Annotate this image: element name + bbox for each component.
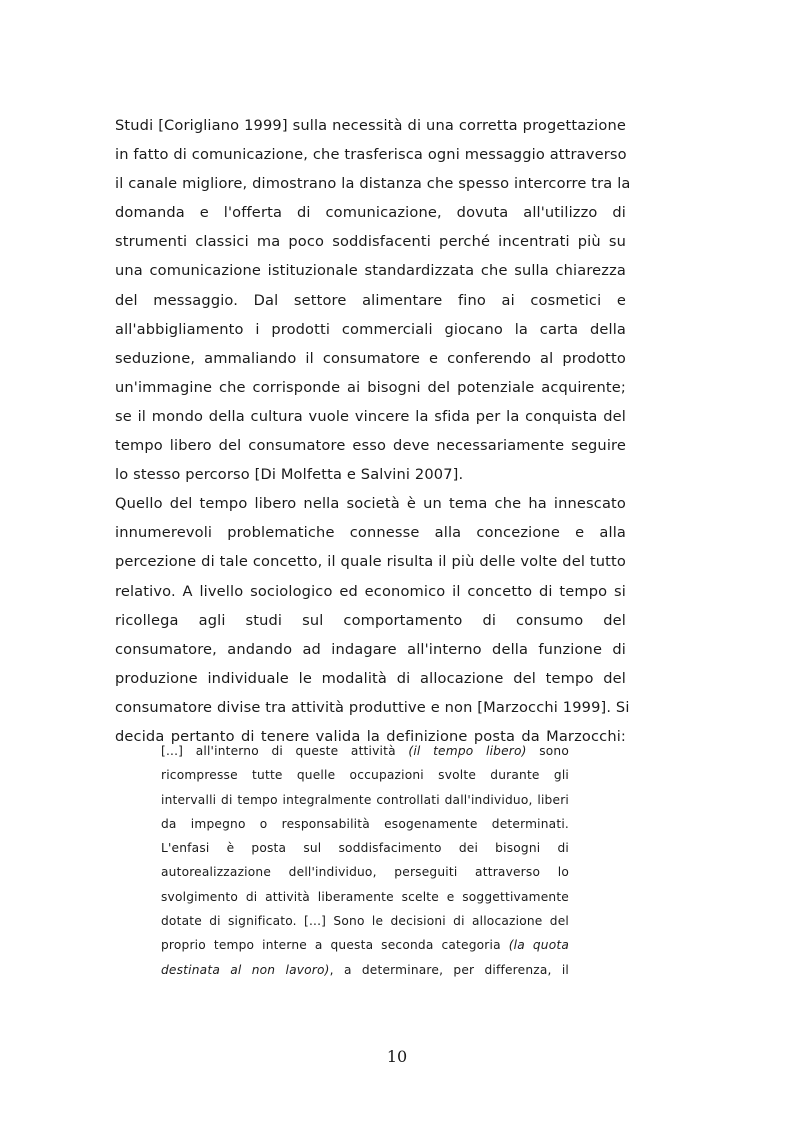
- text-line: lo stesso percorso [Di Molfetta e Salvini 2007].: [115, 466, 464, 484]
- quote-italic: (il tempo libero): [408, 744, 527, 758]
- text-line: consumatore divise tra attività produttive e non [Marzocchi 1999]. Si: [115, 698, 630, 716]
- quote-line: dotate di significato. [...] Sono le decisioni di allocazione del: [161, 914, 569, 929]
- text-line: strumenti classici ma poco soddisfacenti perché incentrati più su: [115, 233, 626, 251]
- text-line: decida pertanto di tenere valida la definizione posta da Marzocchi:: [115, 727, 626, 745]
- quote-text: [...] all'interno di queste attività: [161, 744, 409, 758]
- block-quote: [161, 739, 569, 982]
- text-line: il canale migliore, dimostrano la distanza che spesso intercorre tra la: [115, 175, 631, 193]
- quote-line: L'enfasi è posta sul soddisfacimento dei bisogni di: [161, 841, 569, 856]
- quote-line: [161, 958, 569, 982]
- text-line: seduzione, ammaliando il consumatore e conferendo al prodotto: [115, 349, 626, 367]
- text-line: tempo libero del consumatore esso deve necessariamente seguire: [115, 437, 626, 455]
- quote-line: svolgimento di attività liberamente scelte e soggettivamente: [161, 889, 569, 904]
- text-line: produzione individuale le modalità di allocazione del tempo del: [115, 669, 626, 687]
- text-line: del messaggio. Dal settore alimentare fino ai cosmetici e: [115, 291, 626, 309]
- quote-text: proprio tempo interne a questa seconda categoria: [161, 938, 509, 953]
- text-line: domanda e l'offerta di comunicazione, dovuta all'utilizzo di: [115, 204, 626, 222]
- quote-italic: (la quota: [508, 938, 569, 953]
- text-line: Quello del tempo libero nella società è un tema che ha innescato: [115, 495, 626, 513]
- quote-line: da impegno o responsabilità esogenamente determinati.: [161, 816, 569, 831]
- quote-line: [161, 933, 569, 957]
- quote-line: [161, 739, 569, 763]
- text-line: consumatore, andando ad indagare all'interno della funzione di: [115, 640, 626, 658]
- text-line: all'abbigliamento i prodotti commerciali giocano la carta della: [115, 320, 626, 338]
- quote-line: intervalli di tempo integralmente controllati dall'individuo, liberi: [161, 792, 569, 807]
- quote-text: sono: [526, 744, 569, 758]
- quote-text: , a determinare, per differenza, il: [329, 962, 569, 977]
- text-line: Studi [Corigliano 1999] sulla necessità di una corretta progettazione: [115, 117, 626, 134]
- text-line: innumerevoli problematiche connesse alla concezione e alla: [115, 524, 626, 542]
- body-text: [115, 111, 631, 751]
- text-line: se il mondo della cultura vuole vincere la sfida per la conquista del: [115, 407, 626, 425]
- text-line: ricollega agli studi sul comportamento di consumo del: [115, 611, 626, 629]
- quote-italic: destinata al non lavoro): [161, 962, 330, 977]
- text-line: in fatto di comunicazione, che trasferisca ogni messaggio attraverso: [115, 146, 627, 164]
- quote-line: autorealizzazione dell'individuo, perseguiti attraverso lo: [161, 865, 569, 880]
- page-number: 10: [386, 1047, 408, 1066]
- text-line: una comunicazione istituzionale standardizzata che sulla chiarezza: [115, 262, 626, 280]
- text-line: un'immagine che corrisponde ai bisogni del potenziale acquirente;: [115, 378, 626, 396]
- text-line: relativo. A livello sociologico ed economico il concetto di tempo si: [115, 582, 626, 600]
- quote-line: ricompresse tutte quelle occupazioni svolte durante gli: [161, 768, 569, 783]
- text-line: percezione di tale concetto, il quale risulta il più delle volte del tutto: [115, 553, 626, 571]
